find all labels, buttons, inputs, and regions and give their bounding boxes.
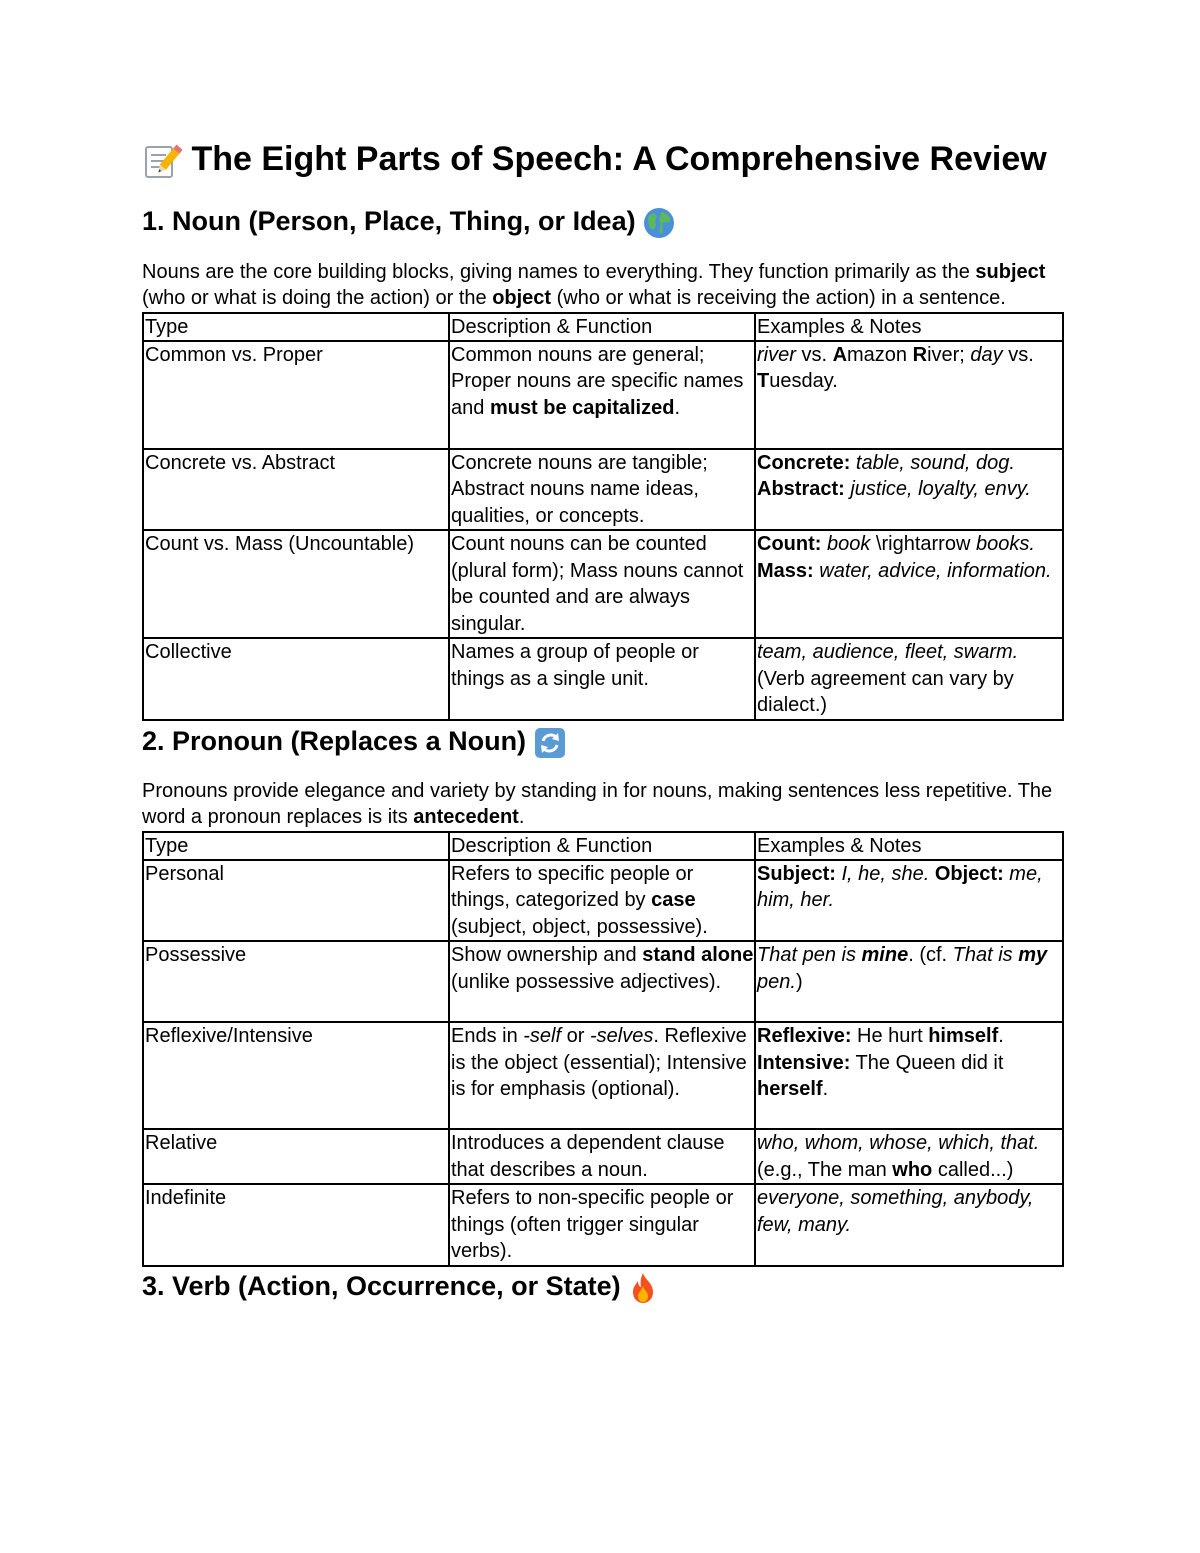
text-italic: water, advice, information.	[813, 559, 1052, 582]
noun-intro-object: object	[492, 287, 552, 310]
verb-heading-text: 3. Verb (Action, Occurrence, or State)	[142, 1270, 621, 1301]
pronoun-intro-text: Pronouns provide elegance and variety by standing in for nouns, making sentences less repetitive. The word a pronoun replaces is its	[142, 779, 1053, 829]
pronoun-table	[142, 831, 1064, 1267]
text-italic: books.	[975, 533, 1035, 556]
table-row	[143, 530, 1063, 638]
text-bold: must be capitalized	[489, 396, 675, 419]
text-bold: A	[832, 343, 848, 366]
text-bold-italic: mine	[861, 944, 909, 967]
row-description	[449, 449, 755, 531]
text-bold: herself	[757, 1078, 823, 1101]
document-title	[142, 138, 1062, 181]
table-header-row	[143, 832, 1063, 860]
row-type: Personal	[143, 860, 449, 942]
memo-pencil-icon	[142, 141, 182, 181]
pronoun-intro-antecedent: antecedent	[413, 806, 519, 829]
row-examples	[755, 638, 1063, 720]
row-type: Relative	[143, 1129, 449, 1184]
table-row	[143, 1022, 1063, 1129]
document-content	[142, 138, 1062, 1304]
row-examples	[755, 1022, 1063, 1129]
text: .	[998, 1025, 1004, 1048]
text: (e.g., The man	[757, 1158, 893, 1181]
text: Names a group of people or things as a single unit.	[451, 641, 699, 690]
text-italic: I, he, she.	[835, 862, 930, 885]
fire-icon	[628, 1272, 658, 1304]
text: )	[795, 970, 803, 993]
text-bold: Intensive:	[757, 1051, 851, 1074]
text-bold: Concrete:	[757, 451, 851, 474]
text-italic: everyone, something, anybody, few, many.	[757, 1187, 1034, 1236]
row-type: Common vs. Proper	[143, 341, 449, 449]
row-description	[449, 860, 755, 942]
row-examples	[755, 341, 1063, 449]
arrows-counterclockwise-icon	[534, 727, 566, 759]
row-type: Reflexive/Intensive	[143, 1022, 449, 1129]
row-description	[449, 1184, 755, 1266]
text-bold: Subject:	[757, 862, 836, 885]
text-italic: justice, loyalty, envy.	[844, 478, 1031, 501]
text-bold: stand alone	[642, 944, 754, 967]
text: called...)	[932, 1158, 1014, 1181]
text-italic: me, him, her.	[757, 862, 1043, 912]
globe-icon	[643, 207, 675, 239]
text-bold: Count:	[757, 533, 822, 556]
text: Concrete nouns are tangible; Abstract nouns name ideas, qualities, or concepts.	[451, 451, 708, 527]
row-type: Count vs. Mass (Uncountable)	[143, 530, 449, 638]
text: \rightarrow	[870, 533, 976, 556]
text: (Verb agreement can vary by dialect.)	[757, 667, 1014, 717]
text-italic: book	[821, 533, 871, 556]
text: mazon	[847, 343, 913, 366]
text: iver;	[927, 343, 971, 366]
text-italic: That pen is	[757, 944, 862, 967]
text: The Queen did it	[850, 1051, 1004, 1074]
text-bold: who	[892, 1158, 933, 1181]
text-bold: Object:	[929, 862, 1004, 885]
pronoun-heading-text: 2. Pronoun (Replaces a Noun)	[142, 725, 527, 756]
noun-table	[142, 312, 1064, 721]
pronoun-intro-text: .	[518, 806, 525, 829]
text: vs.	[1002, 343, 1034, 366]
text-italic: table, sound, dog.	[850, 451, 1015, 474]
text: Ends in	[451, 1025, 524, 1048]
row-examples	[755, 1129, 1063, 1184]
table-row	[143, 341, 1063, 449]
text-italic: river	[757, 343, 796, 366]
row-examples	[755, 941, 1063, 1022]
noun-heading-text: 1. Noun (Person, Place, Thing, or Idea)	[142, 206, 636, 237]
text-bold: Abstract:	[757, 478, 845, 501]
row-type: Possessive	[143, 941, 449, 1022]
text: Common nouns are general; Proper nouns are specific names and	[451, 343, 744, 419]
text-bold: T	[757, 370, 770, 393]
row-type: Concrete vs. Abstract	[143, 449, 449, 531]
text: uesday.	[769, 370, 838, 393]
row-examples	[755, 860, 1063, 942]
noun-intro	[142, 259, 1062, 312]
row-description	[449, 341, 755, 449]
table-header-description: Description & Function	[449, 313, 755, 341]
text-italic: who, whom, whose, which, that.	[757, 1132, 1040, 1155]
table-header-type: Type	[143, 313, 449, 341]
table-row	[143, 1129, 1063, 1184]
text: (subject, object, possessive).	[451, 915, 708, 938]
table-header-examples: Examples & Notes	[755, 313, 1063, 341]
text-italic: -selves	[589, 1025, 654, 1048]
text: Refers to specific people or things, categorized by	[451, 862, 694, 912]
text-bold: Reflexive:	[757, 1025, 852, 1048]
row-type: Collective	[143, 638, 449, 720]
text-bold-italic: my	[1018, 944, 1048, 967]
row-type: Indefinite	[143, 1184, 449, 1266]
row-description	[449, 638, 755, 720]
pronoun-intro	[142, 778, 1062, 831]
text: Refers to non-specific people or things (often trigger singular verbs).	[451, 1187, 734, 1263]
table-row	[143, 860, 1063, 942]
table-row	[143, 1184, 1063, 1266]
table-row	[143, 638, 1063, 720]
text-bold: himself	[928, 1025, 999, 1048]
table-row	[143, 941, 1063, 1022]
table-header-type: Type	[143, 832, 449, 860]
text: He hurt	[851, 1025, 929, 1048]
row-description	[449, 530, 755, 638]
row-examples	[755, 530, 1063, 638]
document-title-text: The Eight Parts of Speech: A Comprehensive Review	[191, 140, 1047, 178]
row-description	[449, 941, 755, 1022]
text-bold: case	[651, 889, 696, 912]
text-italic: team, audience, fleet, swarm.	[757, 641, 1019, 664]
text: Count nouns can be counted (plural form); Mass nouns cannot be counted and are always singular.	[451, 533, 744, 635]
noun-heading	[142, 204, 1062, 239]
text: .	[822, 1078, 829, 1101]
table-header-examples: Examples & Notes	[755, 832, 1063, 860]
row-description	[449, 1022, 755, 1129]
row-description	[449, 1129, 755, 1184]
noun-intro-text: (who or what is doing the action) or the	[142, 287, 493, 310]
text: Show ownership and	[451, 944, 643, 967]
text: . Reflexive is the object (essential); Intensive is for emphasis (optional).	[451, 1025, 747, 1101]
noun-intro-text: (who or what is receiving the action) in a sentence.	[551, 287, 1006, 310]
text: or	[561, 1025, 590, 1048]
text-italic: pen.	[757, 970, 796, 993]
noun-intro-subject: subject	[975, 260, 1046, 283]
text: (unlike possessive adjectives).	[451, 970, 722, 993]
text: Introduces a dependent clause that describes a noun.	[451, 1132, 725, 1181]
row-examples	[755, 449, 1063, 531]
verb-heading	[142, 1269, 1062, 1304]
text-italic: That is	[952, 944, 1019, 967]
pronoun-heading	[142, 724, 1062, 759]
row-examples	[755, 1184, 1063, 1266]
table-row	[143, 449, 1063, 531]
text: .	[674, 396, 680, 419]
noun-intro-text: Nouns are the core building blocks, giving names to everything. They function primarily as the	[142, 260, 976, 283]
text: vs.	[795, 343, 833, 366]
text-bold: Mass:	[757, 559, 814, 582]
text: . (cf.	[908, 944, 953, 967]
text-italic: -self	[523, 1025, 562, 1048]
text-bold: R	[912, 343, 928, 366]
text-italic: day	[970, 343, 1003, 366]
table-header-description: Description & Function	[449, 832, 755, 860]
table-header-row	[143, 313, 1063, 341]
